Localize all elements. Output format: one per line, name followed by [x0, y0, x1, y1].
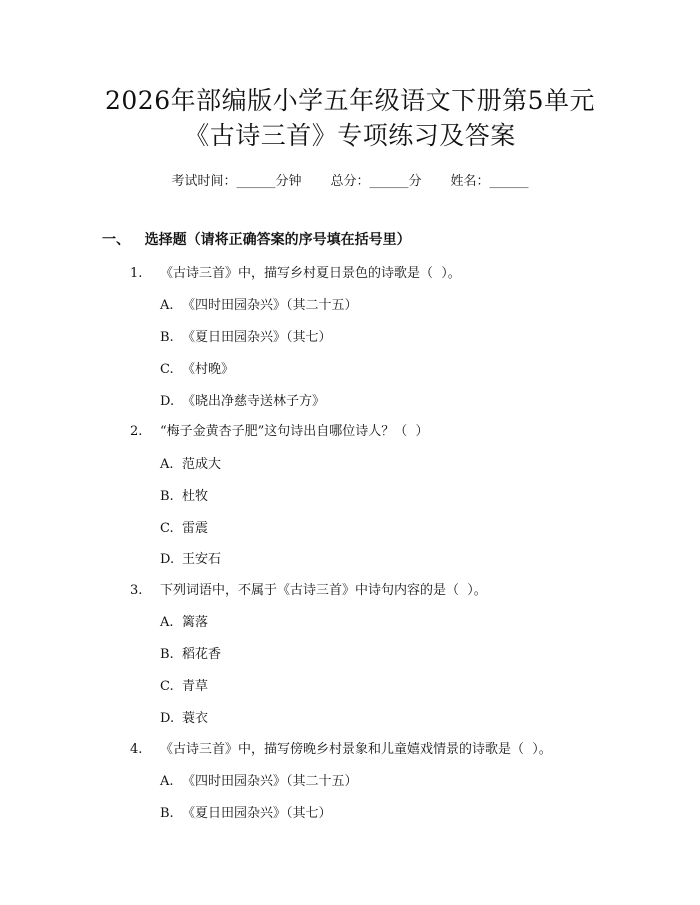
- page-title-line-1: 2026年部编版小学五年级语文下册第5单元: [104, 86, 596, 115]
- section-number: 一、: [102, 232, 130, 248]
- question-text: 下列词语中，不属于《古诗三首》中诗句内容的是（ ）。: [160, 583, 487, 598]
- option-text: 《四时田园杂兴》（其二十五）: [182, 774, 358, 789]
- question-number: 3.: [130, 583, 143, 598]
- question-1: [130, 262, 461, 281]
- question-text: 《古诗三首》中，描写乡村夏日景色的诗歌是（ ）。: [160, 266, 461, 281]
- section-title: 选择题（请将正确答案的序号填在括号里）: [144, 232, 411, 248]
- option-letter: B.: [160, 330, 174, 345]
- option-letter: A.: [160, 457, 174, 472]
- option-3b: [160, 643, 221, 662]
- question-4: [130, 738, 552, 757]
- question-text: 《古诗三首》中，描写傍晚乡村景象和儿童嬉戏情景的诗歌是（ ）。: [160, 742, 552, 757]
- question-number: 2.: [130, 424, 143, 439]
- option-letter: A.: [160, 298, 174, 313]
- option-text: 《夏日田园杂兴》（其七）: [182, 806, 332, 821]
- option-letter: B.: [160, 806, 174, 821]
- option-letter: B.: [160, 489, 174, 504]
- student-name-label: 姓名：______: [450, 174, 529, 189]
- exam-time-label: 考试时间：______分钟: [171, 174, 302, 189]
- question-number: 1.: [130, 266, 143, 281]
- option-text: 稻花香: [182, 647, 222, 662]
- option-2c: [160, 517, 208, 536]
- option-2d: [160, 548, 221, 567]
- option-text: 青草: [182, 679, 209, 694]
- option-text: 杜牧: [182, 489, 209, 504]
- option-4b: [160, 802, 332, 821]
- option-text: 王安石: [182, 552, 222, 567]
- option-letter: C.: [160, 362, 174, 377]
- option-2b: [160, 485, 208, 504]
- option-letter: D.: [160, 711, 175, 726]
- exam-info-line: [0, 170, 700, 189]
- option-text: 篱落: [182, 615, 209, 630]
- option-3d: [160, 707, 208, 726]
- option-letter: D.: [160, 552, 175, 567]
- total-score-label: 总分：______分: [330, 174, 422, 189]
- option-letter: C.: [160, 679, 174, 694]
- option-1b: [160, 326, 332, 345]
- option-1d: [160, 390, 325, 409]
- option-text: 蓑衣: [182, 711, 209, 726]
- option-letter: B.: [160, 647, 174, 662]
- option-4a: [160, 770, 358, 789]
- option-letter: D.: [160, 394, 175, 409]
- option-letter: A.: [160, 615, 174, 630]
- option-3a: [160, 611, 208, 630]
- option-1c: [160, 358, 234, 377]
- option-text: 《晓出净慈寺送林子方》: [182, 394, 326, 409]
- option-letter: A.: [160, 774, 174, 789]
- section-heading: [102, 229, 411, 249]
- option-text: 雷震: [182, 521, 209, 536]
- question-text: “梅子金黄杏子肥”这句诗出自哪位诗人？（ ）: [160, 424, 429, 439]
- page-title-line-2: 《古诗三首》专项练习及答案: [184, 121, 516, 150]
- option-text: 《夏日田园杂兴》（其七）: [182, 330, 332, 345]
- option-2a: [160, 453, 221, 472]
- option-3c: [160, 675, 208, 694]
- question-number: 4.: [130, 742, 143, 757]
- option-1a: [160, 294, 358, 313]
- question-2: [130, 420, 429, 439]
- option-text: 范成大: [182, 457, 222, 472]
- option-text: 《四时田园杂兴》（其二十五）: [182, 298, 358, 313]
- option-letter: C.: [160, 521, 174, 536]
- question-3: [130, 579, 487, 598]
- option-text: 《村晚》: [182, 362, 235, 377]
